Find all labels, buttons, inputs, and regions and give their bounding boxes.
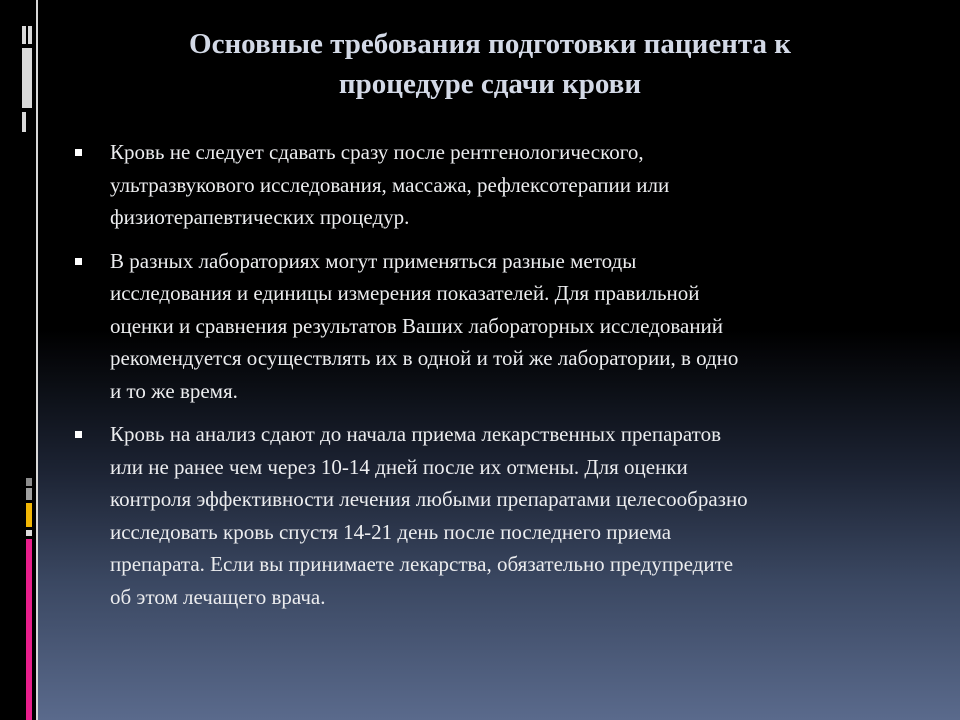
bullet-line: оценки и сравнения результатов Ваших лабораторных исследований [110, 313, 724, 338]
deco-bar-pink [26, 539, 32, 720]
slide-title [60, 24, 920, 104]
deco-bar-white-top-2 [28, 26, 32, 44]
deco-bar-light [26, 530, 32, 536]
deco-bar-gray-1 [26, 478, 32, 486]
bullet-line: ультразвукового исследования, массажа, рефлексотерапии или [110, 172, 670, 197]
bullet-item [74, 136, 934, 234]
bullet-line: препарата. Если вы принимаете лекарства, обязательно предупредите [110, 552, 734, 576]
left-vertical-rule [36, 0, 38, 720]
title-line: Основные требования подготовки пациента к [189, 28, 791, 60]
bullet-line: Кровь не следует сдавать сразу после рентгенологического, [110, 140, 644, 164]
bullet-line: и то же время. [110, 378, 238, 403]
bullet-line: физиотерапевтических процедур. [110, 205, 410, 229]
title-line: процедуре сдачи крови [338, 68, 642, 100]
deco-bar-gold [26, 503, 32, 527]
bullet-line: или не ранее чем через 10-14 дней после их отмены. Для оценки [110, 454, 688, 479]
bullet-item [74, 245, 934, 408]
bullet-item [74, 418, 934, 613]
deco-bar-white-low [22, 112, 26, 132]
square-bullet-icon [75, 431, 82, 438]
bullet-line: Кровь на анализ сдают до начала приема лекарственных препаратов [110, 422, 721, 446]
deco-bar-gray-2 [26, 488, 32, 500]
bullet-line: об этом лечащего врача. [110, 584, 326, 609]
square-bullet-icon [75, 149, 82, 156]
bullet-line: В разных лабораториях могут применяться разные методы [110, 248, 637, 273]
bullet-line: контроля эффективности лечения любыми препаратами целесообразно [110, 487, 748, 511]
bullet-line: рекомендуется осуществлять их в одной и той же лаборатории, в одно [110, 346, 739, 370]
bullet-line: исследовать кровь спустя 14-21 день после последнего приема [110, 519, 672, 544]
square-bullet-icon [75, 258, 82, 265]
deco-bar-white-mid [22, 48, 32, 108]
bullet-line: исследования и единицы измерения показателей. Для правильной [110, 281, 700, 305]
deco-bar-white-top [22, 26, 26, 44]
bullet-list [74, 136, 934, 624]
